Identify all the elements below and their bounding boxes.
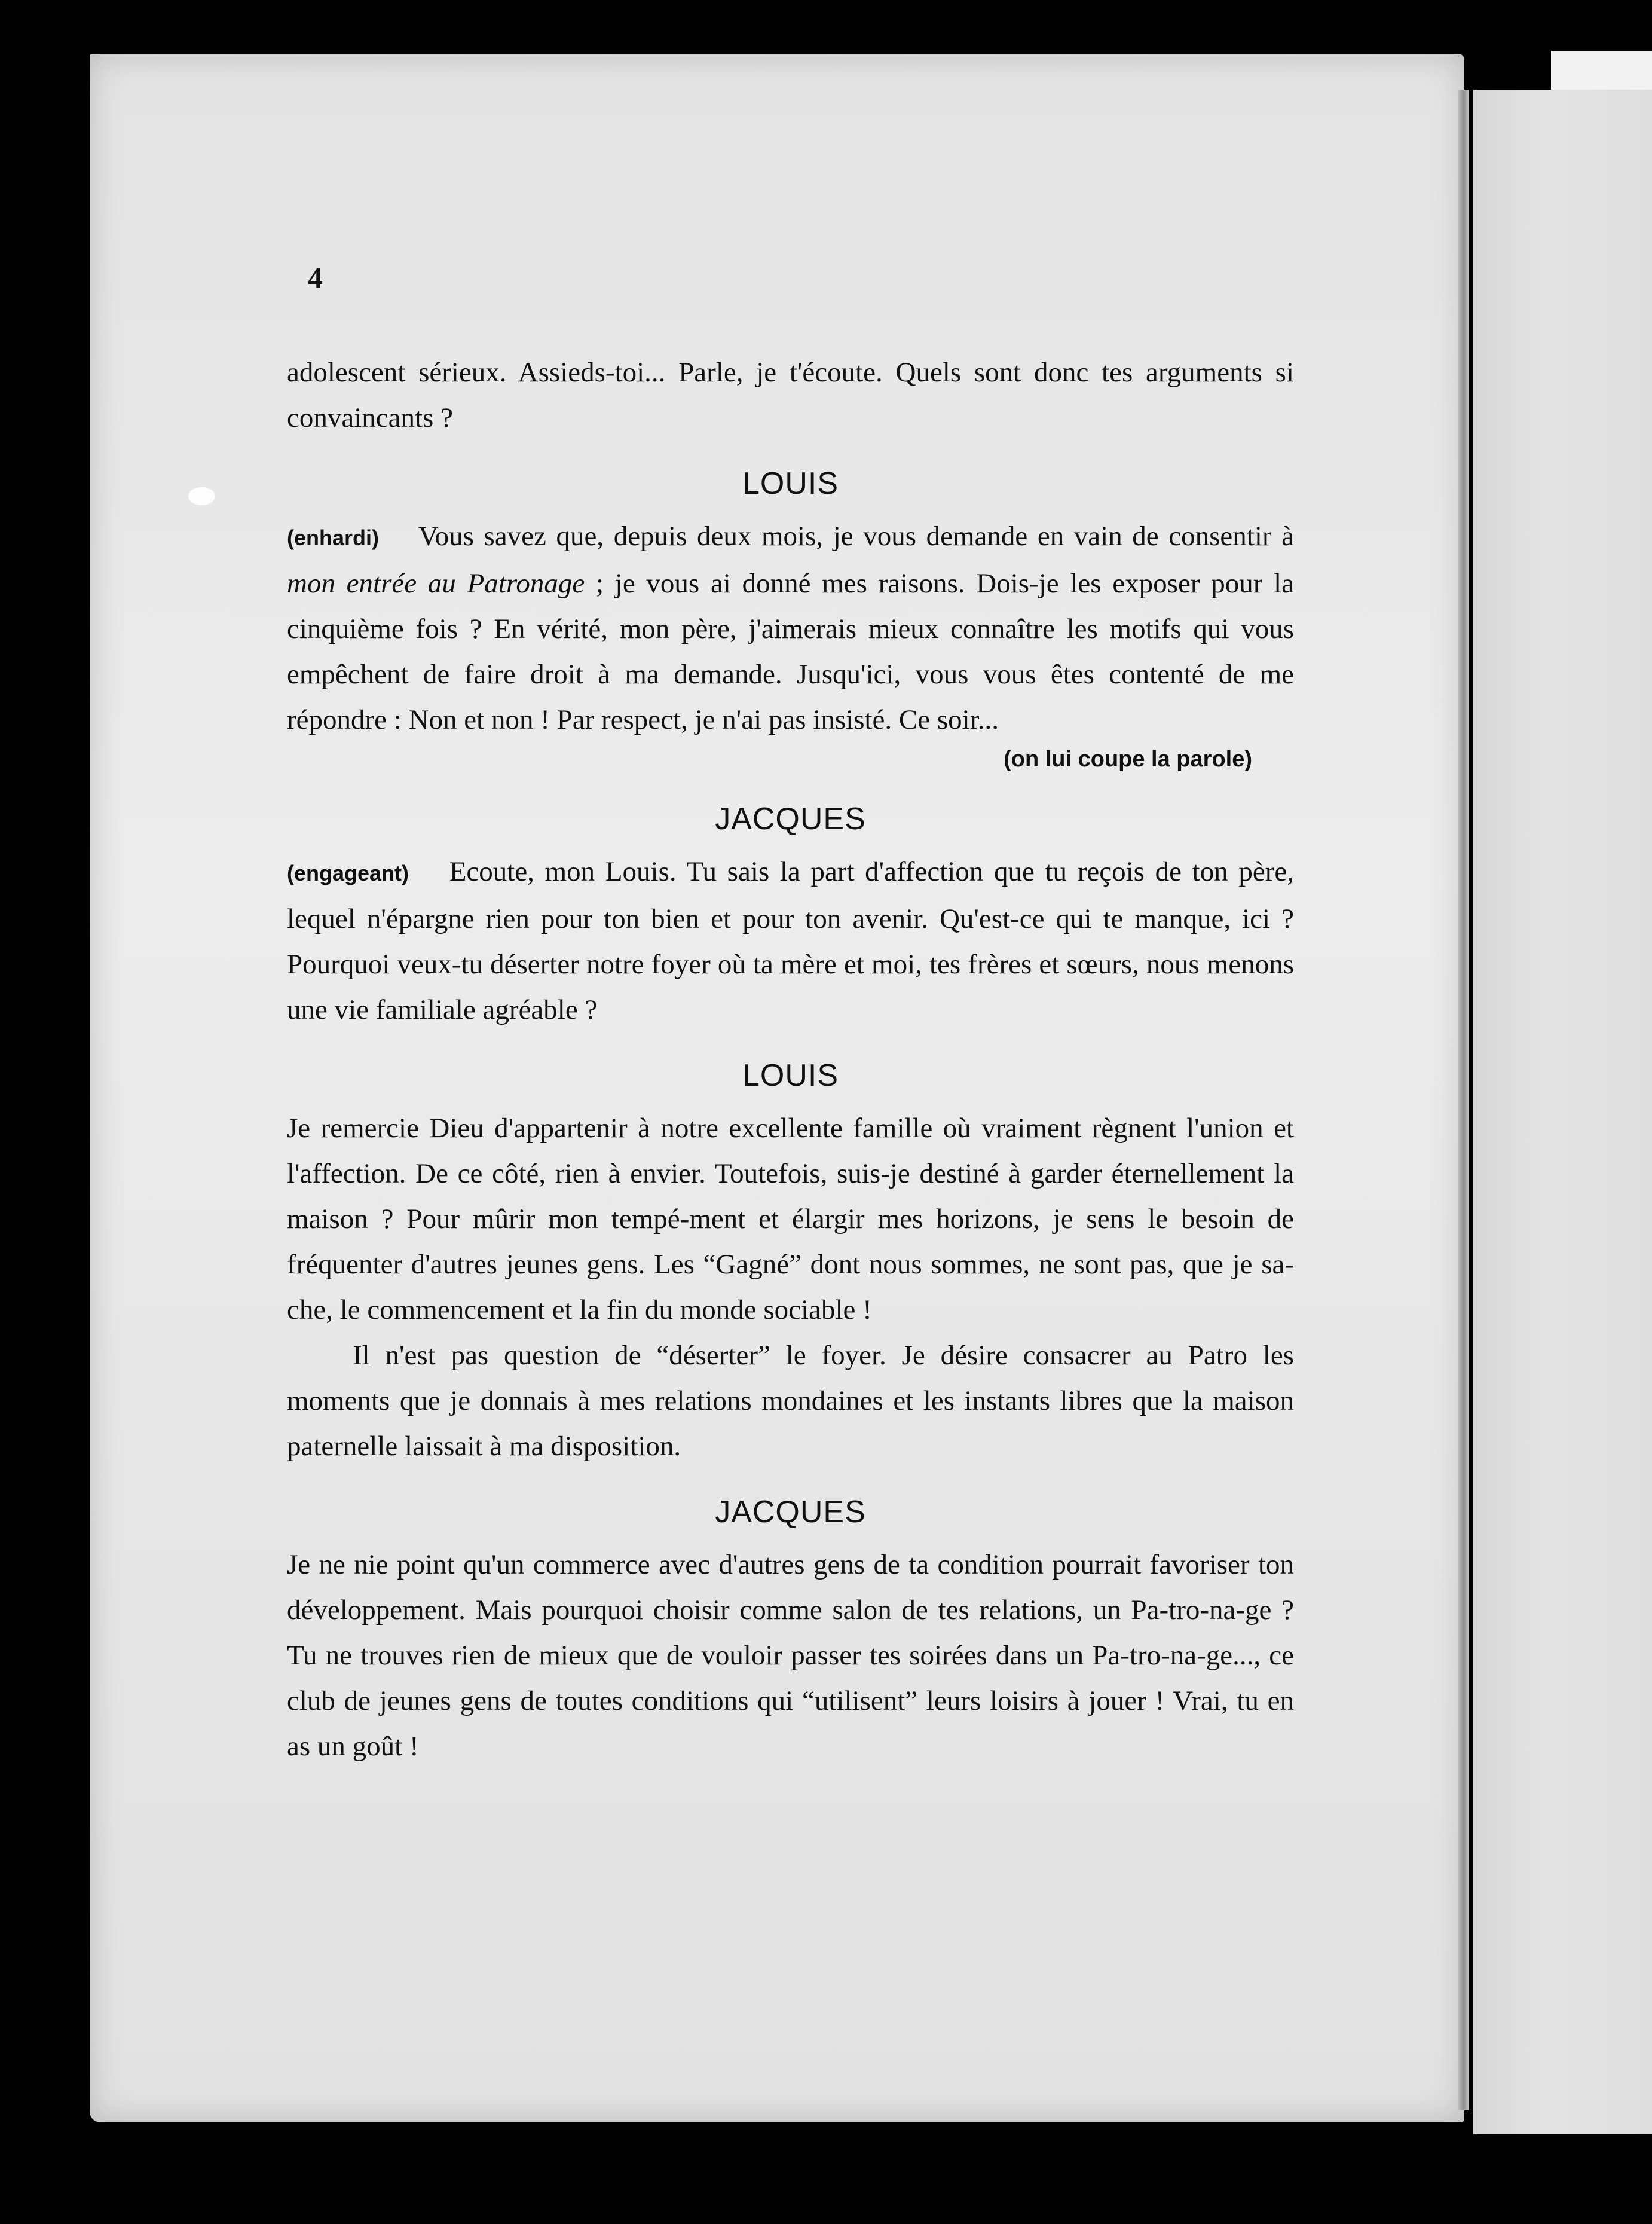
speaker-jacques-1: JACQUES	[715, 802, 866, 836]
stage-direction-right: (on lui coupe la parole)	[1004, 747, 1252, 772]
speaker-louis-1: LOUIS	[742, 466, 839, 501]
speech-louis-2-para2: Il n'est pas question de “déserter” le foyer. Je désire consacrer au Patro les moments que je donnais à mes relations mondaines et les instants libres que la maison paternelle laissait à ma disposition.	[287, 1340, 1294, 1462]
speech-louis-1	[287, 514, 1294, 743]
speech-jacques-2: Je ne nie point qu'un commerce avec d'autres gens de ta condition pourrait favoriser ton développement. Mais pourquoi choisir comme salon de tes relations, un Pa-tro-na-ge ? Tu ne trouves rien de mieux que de vouloir passer tes soirées dans un Pa-tro-na-ge..., ce club de jeunes gens de toutes conditions qui “utilisent” leurs loisirs à jouer ! Vrai, tu en as un goût !	[287, 1549, 1294, 1762]
stage-direction: (enhardi)	[287, 526, 380, 550]
stage-direction: (engageant)	[287, 861, 409, 885]
page-body	[287, 350, 1294, 1769]
speech-italic: mon entrée au Patronage	[287, 568, 585, 599]
binding-gutter	[1458, 90, 1469, 2110]
speech-jacques-1	[287, 849, 1294, 1032]
speech-text: Vous savez que, depuis deux mois, je vous demande en vain de consentir à	[418, 521, 1294, 552]
facing-page	[1473, 90, 1652, 2134]
speech-louis-2-para1: Je remercie Dieu d'appartenir à notre excellente famille où vraiment règnent l'union et l'affection. De ce côté, rien à envier. Toutefois, suis-je destiné à garder éternellement la maison ? Pour mûrir mon tempé-ment et élargir mes horizons, je sens le besoin de fréquenter d'autres jeunes gens. Les “Gagné” dont nous sommes, ne sont pas, que je sa-che, le commencement et la fin du monde sociable !	[287, 1113, 1294, 1325]
paper-stain	[188, 487, 215, 505]
speech-text-cont: ; je vous ai donné mes raisons. Dois-je les exposer pour la cinquième fois ? En vérité, mon père, j'aimerais mieux connaître les motifs qui vous empêchent de faire droit à ma demande. Jusqu'ici, vous vous êtes contenté de me répondre : Non et non ! Par respect, je n'ai pas insisté. Ce soir...	[287, 568, 1294, 735]
scan-margin-tab	[1551, 51, 1652, 93]
opening-paragraph: adolescent sérieux. Assieds-toi... Parle, je t'écoute. Quels sont donc tes arguments si convaincants ?	[287, 357, 1294, 433]
speaker-louis-2: LOUIS	[742, 1058, 839, 1093]
page-number: 4	[308, 261, 323, 294]
speech-text: Ecoute, mon Louis. Tu sais la part d'affection que tu reçois de ton père, lequel n'épargne rien pour ton bien et pour ton avenir. Qu'est-ce qui te manque, ici ? Pourquoi veux-tu déserter notre foyer où ta mère et moi, tes frères et sœurs, nous menons une vie familiale agréable ?	[287, 856, 1294, 1025]
speaker-jacques-2: JACQUES	[715, 1495, 866, 1529]
